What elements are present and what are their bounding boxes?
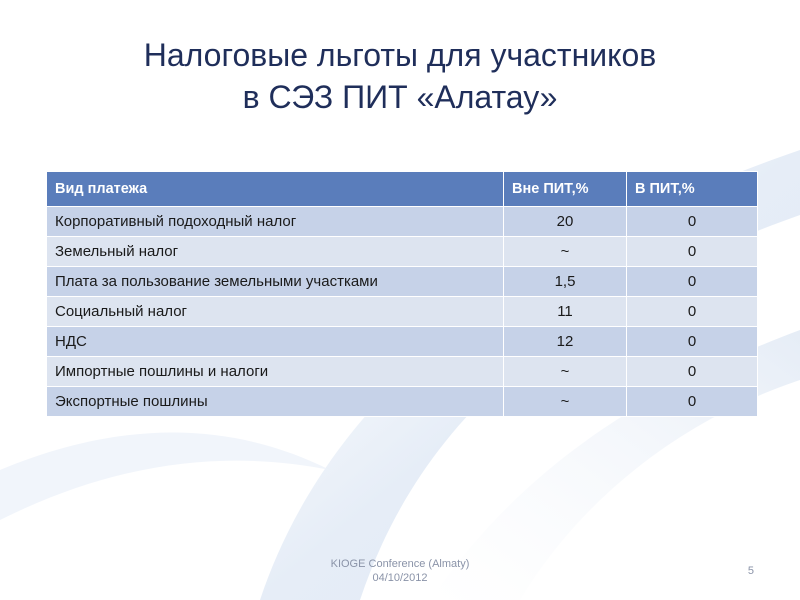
cell-outside-pit: ~ <box>504 387 627 417</box>
slide-footer <box>300 557 500 585</box>
header-payment-type: Вид платежа <box>47 172 504 207</box>
cell-outside-pit: 20 <box>504 207 627 237</box>
cell-inside-pit: 0 <box>627 357 758 387</box>
table-row <box>47 267 758 297</box>
cell-payment-type: НДС <box>47 327 504 357</box>
footer-date: 04/10/2012 <box>372 572 428 584</box>
cell-outside-pit: ~ <box>504 237 627 267</box>
page-number: 5 <box>747 565 754 577</box>
cell-inside-pit: 0 <box>627 207 758 237</box>
cell-inside-pit: 0 <box>627 267 758 297</box>
cell-payment-type: Социальный налог <box>47 297 504 327</box>
cell-inside-pit: 0 <box>627 327 758 357</box>
cell-outside-pit: 1,5 <box>504 267 627 297</box>
footer-conference: KIOGE Conference (Almaty) <box>330 558 470 570</box>
cell-outside-pit: 11 <box>504 297 627 327</box>
cell-inside-pit: 0 <box>627 297 758 327</box>
slide-title-line-1: Налоговые льготы для участников <box>143 37 657 73</box>
table-header-row <box>47 172 758 207</box>
cell-payment-type: Экспортные пошлины <box>47 387 504 417</box>
cell-inside-pit: 0 <box>627 387 758 417</box>
slide-title <box>0 34 800 118</box>
tax-benefits-table <box>46 171 758 417</box>
cell-payment-type: Импортные пошлины и налоги <box>47 357 504 387</box>
table-row <box>47 207 758 237</box>
table-row <box>47 357 758 387</box>
table-row <box>47 327 758 357</box>
cell-inside-pit: 0 <box>627 237 758 267</box>
header-inside-pit: В ПИТ,% <box>627 172 758 207</box>
slide-title-line-2: в СЭЗ ПИТ «Алатау» <box>242 79 558 115</box>
table-row <box>47 237 758 267</box>
cell-outside-pit: ~ <box>504 357 627 387</box>
cell-payment-type: Плата за пользование земельными участками <box>47 267 504 297</box>
table-row <box>47 297 758 327</box>
cell-payment-type: Корпоративный подоходный налог <box>47 207 504 237</box>
cell-payment-type: Земельный налог <box>47 237 504 267</box>
cell-outside-pit: 12 <box>504 327 627 357</box>
header-outside-pit: Вне ПИТ,% <box>504 172 627 207</box>
table-row <box>47 387 758 417</box>
